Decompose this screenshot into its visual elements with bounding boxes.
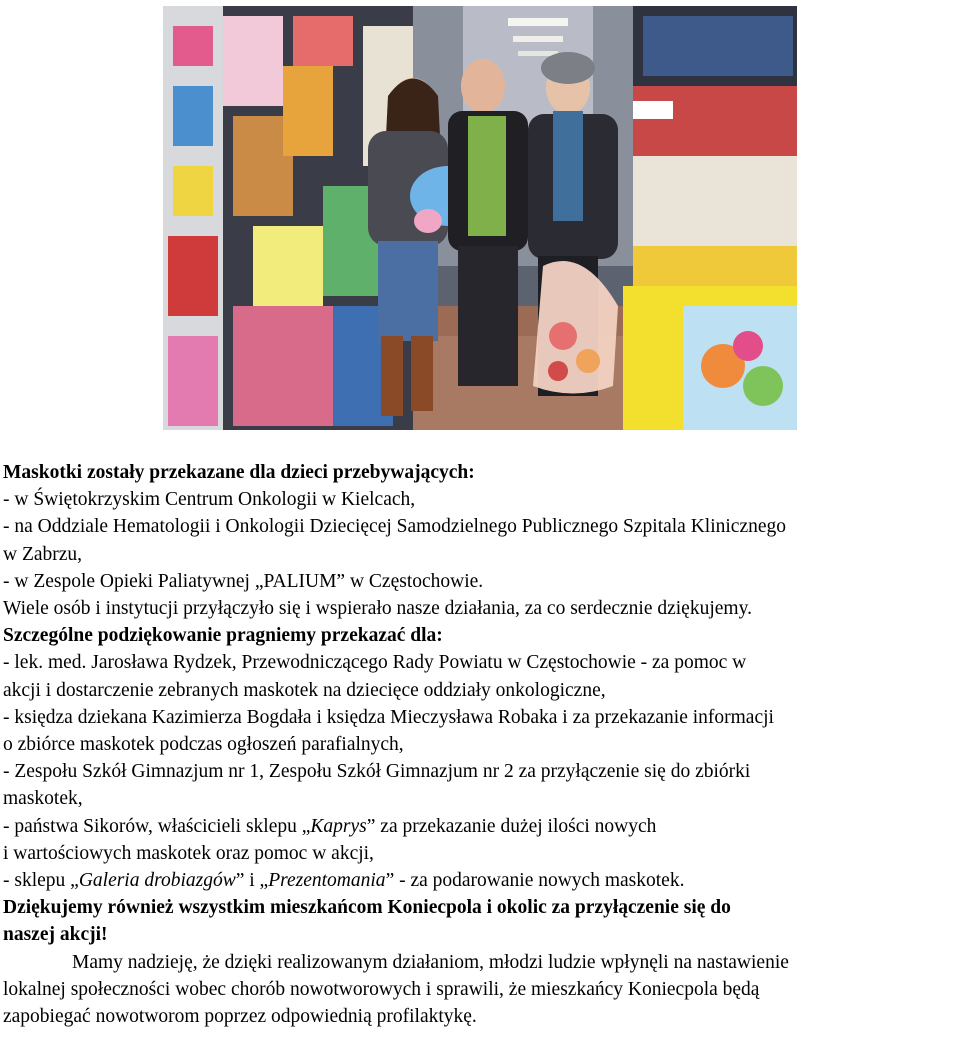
text-span: - sklepu „ [3, 870, 79, 892]
location-line: w Zabrzu, [3, 543, 83, 565]
thanks-item-line: o zbiórce maskotek podczas ogłoszeń parafialnych, [3, 734, 404, 756]
shop-name: Prezentomania [268, 870, 386, 892]
shop-name: Galeria drobiazgów [78, 870, 236, 892]
thanks-item-line [3, 813, 960, 840]
text-span: ” i „ [235, 870, 269, 892]
text-span: - państwa Sikorów, właścicieli sklepu „ [3, 815, 311, 837]
location-line: - w Świętokrzyskim Centrum Onkologii w Kielcach, [3, 489, 416, 511]
text-span: ” za przekazanie dużej ilości nowych [366, 815, 657, 837]
closing-line: lokalnej społeczności wobec chorób nowotworowych i sprawili, że mieszkańcy Koniecpola będą [3, 978, 760, 1000]
closing-line: Mamy nadzieję, że dzięki realizowanym działaniom, młodzi ludzie wpłynęli na nastawienie [72, 951, 789, 973]
thanks-item-line: akcji i dostarczenie zebranych maskotek na dziecięce oddziały onkologiczne, [3, 679, 606, 701]
shop-name: Kaprys [310, 815, 367, 837]
thanks-item-line: - Zespołu Szkół Gimnazjum nr 1, Zespołu Szkół Gimnazjum nr 2 za przyłączenie się do zbiórki [3, 761, 751, 783]
thanks-line: Wiele osób i instytucji przyłączyło się i wspierało nasze działania, za co serdecznie dziękujemy. [3, 598, 752, 620]
text-span: ” - za podarowanie nowych maskotek. [385, 870, 685, 892]
thanks-item-line [3, 867, 960, 894]
thanks-item-line: maskotek, [3, 788, 83, 810]
closing-line: zapobiegać nowotworom poprzez odpowiednią profilaktykę. [3, 1006, 477, 1028]
heading-line: Maskotki zostały przekazane dla dzieci przebywających: [3, 462, 475, 483]
thanks-item-line: - księdza dziekana Kazimierza Bogdała i księdza Mieczysława Robaka i za przekazanie informacji [3, 706, 774, 728]
location-line: - w Zespole Opieki Paliatywnej „PALIUM” w Częstochowie. [3, 570, 484, 592]
shop-photo [163, 6, 797, 430]
special-thanks-heading: Szczególne podziękowanie pragniemy przekazać dla: [3, 625, 443, 647]
thanks-item-line: - lek. med. Jarosława Rydzek, Przewodniczącego Rady Powiatu w Częstochowie - za pomoc w [3, 652, 747, 674]
thanks-item-line: i wartościowych maskotek oraz pomoc w akcji, [3, 842, 374, 864]
location-line: - na Oddziale Hematologii i Onkologii Dziecięcej Samodzielnego Publicznego Szpitala Klinicznego [3, 516, 787, 538]
final-thanks-line: Dziękujemy również wszystkim mieszkańcom Koniecpola i okolic za przyłączenie się do [3, 897, 731, 919]
final-thanks-line: naszej akcji! [3, 924, 108, 946]
article-text [3, 459, 960, 1030]
